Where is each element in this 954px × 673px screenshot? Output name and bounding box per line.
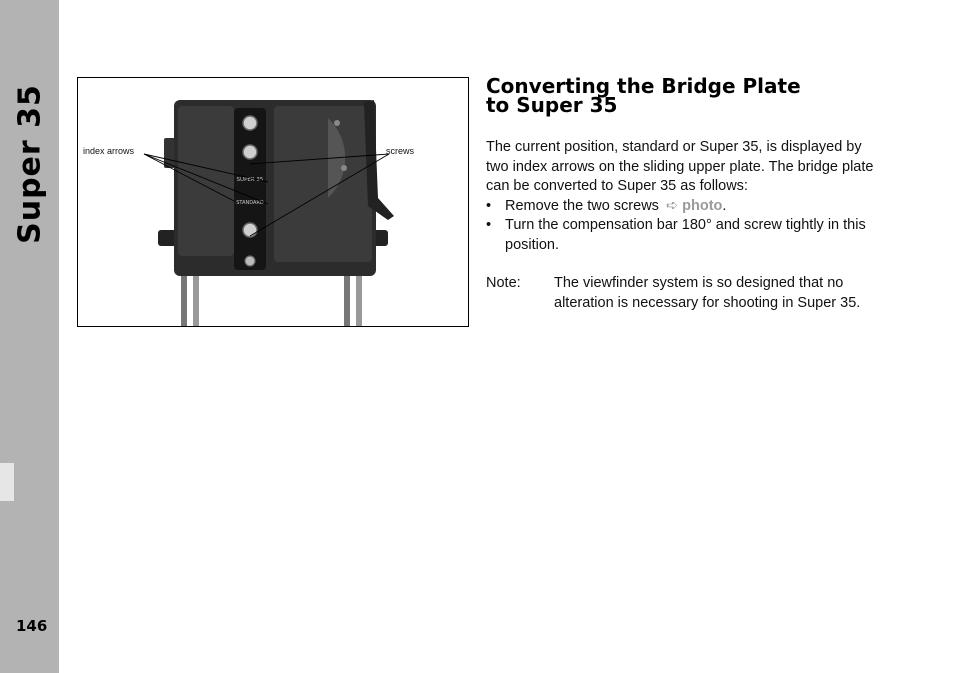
bullet-2-text: Turn the compensation bar 180° and screw tightly in this position. bbox=[505, 217, 866, 253]
bullet-1-end: . bbox=[722, 197, 727, 214]
section-title-vertical: Super 35 bbox=[12, 84, 48, 244]
plate-engraving-super35: SUPER 35 bbox=[236, 177, 264, 183]
bridge-plate-photo bbox=[78, 78, 468, 326]
list-item bbox=[486, 216, 876, 255]
bullet-1-text: Remove the two screws bbox=[505, 197, 659, 214]
list-item bbox=[486, 197, 876, 217]
note-label: Note: bbox=[486, 275, 521, 291]
note-block bbox=[486, 274, 876, 313]
heading-line-1: Converting the Bridge Plate bbox=[486, 74, 801, 98]
label-index-arrows: index arrows bbox=[83, 146, 135, 156]
instruction-list bbox=[486, 197, 876, 256]
plate-engraving-standard: STANDARD bbox=[236, 200, 264, 206]
right-arrow-icon: ➪ bbox=[665, 197, 679, 214]
figure-photo bbox=[77, 77, 469, 327]
heading-line-2: to Super 35 bbox=[486, 93, 618, 117]
intro-paragraph: The current position, standard or Super 35, is displayed by two index arrows on the sliding upper plate. The bridge plate can be converted to Super 35 as follows: bbox=[486, 139, 874, 194]
label-screws: screws bbox=[386, 146, 415, 156]
sidebar bbox=[0, 0, 59, 673]
body-text bbox=[486, 138, 876, 313]
page-heading bbox=[486, 74, 866, 117]
page-number: 146 bbox=[16, 617, 48, 635]
bullet-symbol: • bbox=[486, 197, 492, 214]
note-text: The viewfinder system is so designed that no alteration is necessary for shooting in Super 35. bbox=[554, 275, 861, 311]
section-tab-marker bbox=[0, 463, 14, 501]
bullet-symbol: • bbox=[486, 217, 492, 233]
photo-reference: photo bbox=[682, 197, 723, 214]
